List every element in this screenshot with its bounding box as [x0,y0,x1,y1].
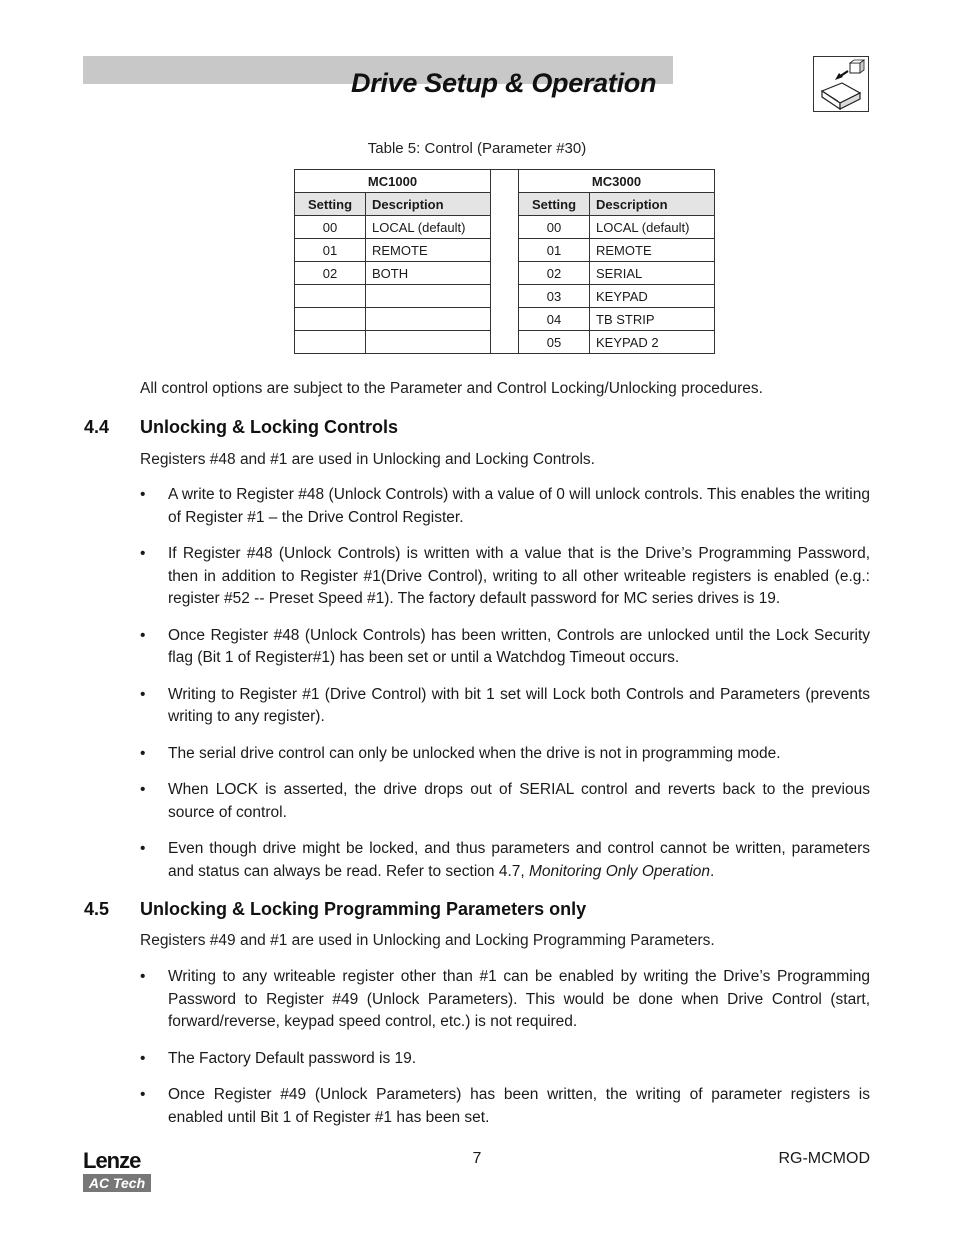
table-caption: Table 5: Control (Parameter #30) [367,140,587,157]
section-4-5-intro: Registers #49 and #1 are used in Unlocking and Locking Programming Parameters. [140,932,715,949]
mc1000-setting-cell [295,331,366,354]
bullet-icon: • [140,685,146,703]
section-title: Unlocking & Locking Controls [140,417,399,437]
mc1000-description-cell [366,285,491,308]
section-number: 4.5 [84,899,110,919]
mc1000-description-header: Description [366,193,491,216]
bullet-text: Even though drive might be locked, and thus parameters and control cannot be written, parameters and status can always be read. Refer to section 4.7, Monitoring Only Operation. [168,840,870,880]
bullet-text: When LOCK is asserted, the drive drops out of SERIAL control and reverts back to the previous source of control. [168,781,870,821]
bullet-icon: • [140,968,146,985]
list-item [140,543,870,611]
bullet-icon: • [140,626,146,644]
list-item [140,484,870,529]
bullet-text: The Factory Default password is 19. [168,1049,417,1067]
section-4-4-bullet-list [140,484,870,883]
mc1000-setting-header: Setting [295,193,366,216]
mc1000-description-cell: REMOTE [366,239,491,262]
mc3000-description-cell: SERIAL [590,262,715,285]
bullet-icon: • [140,1086,146,1103]
mc3000-setting-cell: 03 [519,285,590,308]
mc3000-setting-header: Setting [519,193,590,216]
control-parameter-table [294,169,715,354]
bullet-text: Once Register #49 (Unlock Parameters) has been written, the writing of parameter registers is enabled until Bit 1 of Register #1 has been set. [168,1086,870,1126]
mc3000-setting-cell: 02 [519,262,590,285]
bullet-text: Once Register #48 (Unlock Controls) has been written, Controls are unlocked until the Lock Security flag (Bit 1 of Register#1) has been set or until a Watchdog Timeout occurs. [168,626,870,666]
mc3000-description-cell: REMOTE [590,239,715,262]
table-note: All control options are subject to the Parameter and Control Locking/Unlocking procedures. [140,380,763,397]
list-item [140,684,870,729]
page-title: Drive Setup & Operation [351,68,657,98]
list-item [140,743,870,766]
bullet-icon: • [140,744,146,762]
logo-subbrand: AC Tech [83,1174,151,1192]
mc1000-setting-cell: 01 [295,239,366,262]
bullet-text: If Register #48 (Unlock Controls) is written with a value that is the Drive’s Programming Password, then in addition to Register #1(Drive Control), writing to all other writeable registers is enabled (e.g.: register #52 -- Preset Speed #1). The factory default password for MC series drives is 19. [168,545,870,607]
mc3000-setting-cell: 01 [519,239,590,262]
mc1000-description-cell [366,308,491,331]
section-4-4-intro: Registers #48 and #1 are used in Unlocking and Locking Controls. [140,451,595,468]
table-gap-column [491,170,519,354]
list-item [140,1084,870,1129]
mc3000-description-cell: TB STRIP [590,308,715,331]
bullet-text: The serial drive control can only be unlocked when the drive is not in programming mode. [168,744,781,762]
section-title: Unlocking & Locking Programming Parameters only [140,899,587,919]
list-item [140,838,870,883]
mc3000-description-cell: LOCAL (default) [590,216,715,239]
section-number: 4.4 [84,417,110,437]
bullet-text: Writing to any writeable register other than #1 can be enabled by writing the Drive’s Programming Password to Register #49 (Unlock Parameters). This would be done when Drive Control (start, forward/reverse, keypad speed control, etc.) is not required. [168,968,870,1030]
bullet-icon: • [140,1049,146,1067]
mc1000-description-cell [366,331,491,354]
list-item [140,779,870,824]
keypad-drive-icon [813,56,869,112]
mc3000-group-header: MC3000 [519,170,715,193]
mc1000-setting-cell [295,285,366,308]
list-item [140,625,870,670]
list-item [140,966,870,1034]
document-code: RG-MCMOD [778,1150,870,1167]
mc3000-setting-cell: 00 [519,216,590,239]
section-4-5-bullet-list [140,966,870,1129]
bullet-icon: • [140,545,146,562]
mc3000-setting-cell: 05 [519,331,590,354]
list-item [140,1048,870,1071]
logo-wordmark: Lenze [83,1148,141,1173]
bullet-text: A write to Register #48 (Unlock Controls) with a value of 0 will unlock controls. This enables the writing of Register #1 – the Drive Control Register. [168,486,870,526]
mc1000-description-cell: LOCAL (default) [366,216,491,239]
section-reference: Monitoring Only Operation [529,862,710,880]
mc3000-description-header: Description [590,193,715,216]
bullet-icon: • [140,781,146,798]
bullet-text: Writing to Register #1 (Drive Control) with bit 1 set will Lock both Controls and Parameters (prevents writing to any register). [168,685,870,725]
page-number: 7 [472,1150,482,1167]
mc3000-description-cell: KEYPAD 2 [590,331,715,354]
bullet-icon: • [140,840,146,857]
mc1000-setting-cell [295,308,366,331]
mc1000-group-header: MC1000 [295,170,491,193]
mc1000-setting-cell: 02 [295,262,366,285]
mc3000-setting-cell: 04 [519,308,590,331]
mc1000-description-cell: BOTH [366,262,491,285]
bullet-icon: • [140,486,146,503]
mc1000-setting-cell: 00 [295,216,366,239]
mc3000-description-cell: KEYPAD [590,285,715,308]
